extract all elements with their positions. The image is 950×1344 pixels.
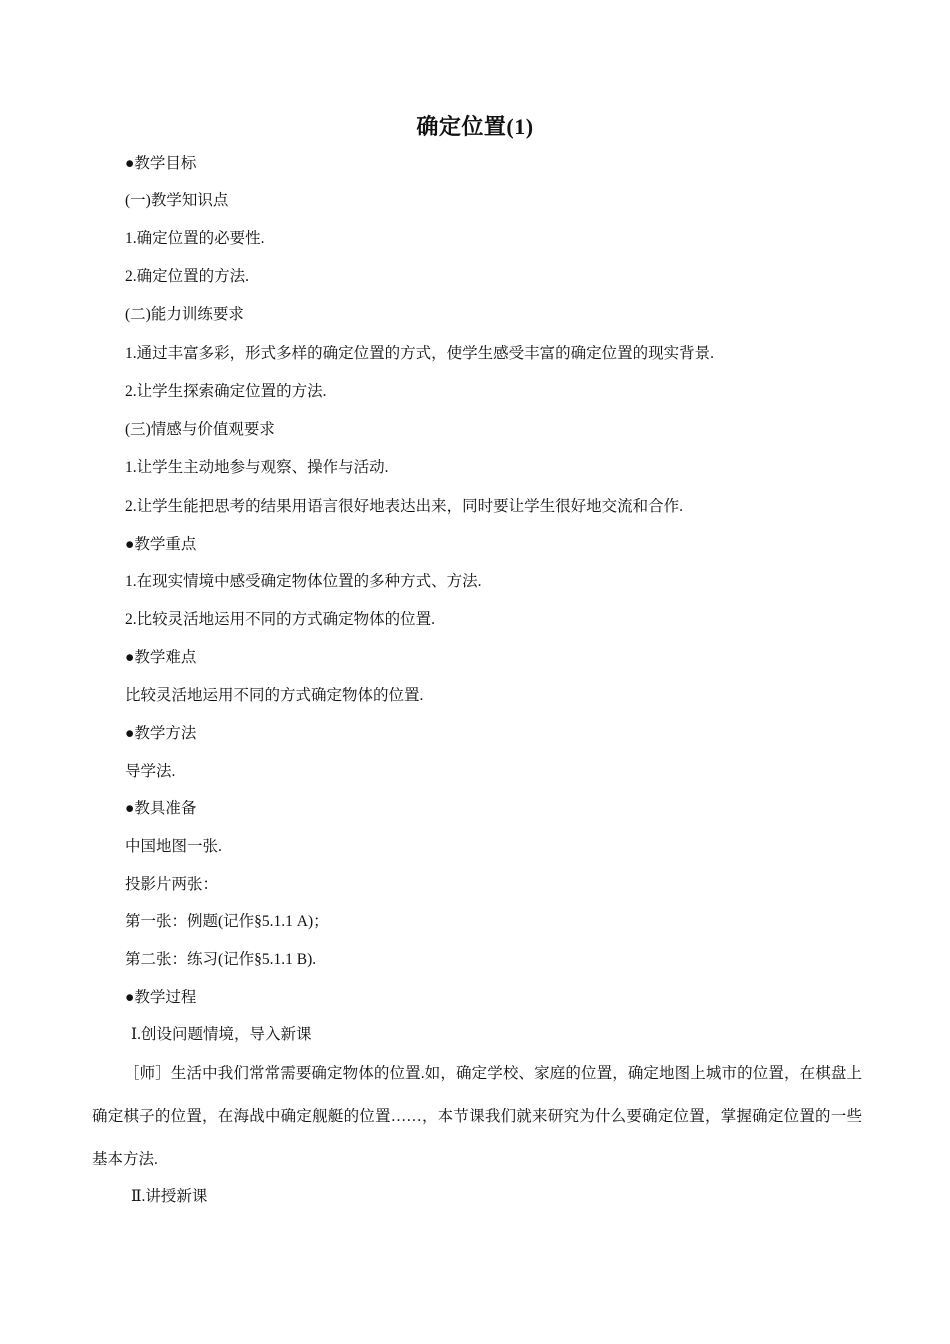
subheading-ability-requirements: (二)能力训练要求 [125,306,244,323]
teacher-paragraph: ［师］生活中我们常常需要确定物体的位置.如，确定学校、家庭的位置，确定地图上城市的位置，在棋盘上确定棋子的位置，在海战中确定舰艇的位置……，本节课我们就来研究为什么要确定位置，掌握确定位置的一些基本方法. [92,1065,862,1168]
text-line: 1.通过丰富多彩，形式多样的确定位置的方式，使学生感受丰富的确定位置的现实背景. [125,345,715,362]
section-two-heading: Ⅱ.讲授新课 [131,1188,208,1205]
text-line: 比较灵活地运用不同的方式确定物体的位置. [125,687,424,704]
text-line: 第一张：例题(记作§5.1.1 A)； [125,913,329,930]
text-line: 中国地图一张. [125,838,222,855]
heading-key-points: ●教学重点 [125,536,197,553]
text-line: 第二张：练习(记作§5.1.1 B). [125,951,317,968]
text-line: 1.在现实情境中感受确定物体位置的多种方式、方法. [125,573,482,590]
text-line: 2.比较灵活地运用不同的方式确定物体的位置. [125,611,436,628]
text-line: 2.确定位置的方法. [125,268,250,285]
text-line: 投影片两张： [125,876,219,893]
text-line: 2.让学生能把思考的结果用语言很好地表达出来，同时要让学生很好地交流和合作. [125,498,684,515]
document-title: 确定位置(1) [416,114,534,139]
text-line: 1.确定位置的必要性. [125,230,265,247]
text-line: 2.让学生探索确定位置的方法. [125,383,327,400]
heading-teaching-aids: ●教具准备 [125,800,197,817]
subheading-emotion-values: (三)情感与价值观要求 [125,421,275,438]
subheading-knowledge-points: (一)教学知识点 [125,192,229,209]
section-one-heading: Ⅰ.创设问题情境，导入新课 [131,1026,312,1043]
text-line: 导学法. [125,763,176,780]
heading-teaching-objectives: ●教学目标 [125,155,197,172]
heading-teaching-process: ●教学过程 [125,989,197,1006]
text-line: 1.让学生主动地参与观察、操作与活动. [125,459,389,476]
heading-difficult-points: ●教学难点 [125,649,197,666]
heading-teaching-method: ●教学方法 [125,725,197,742]
